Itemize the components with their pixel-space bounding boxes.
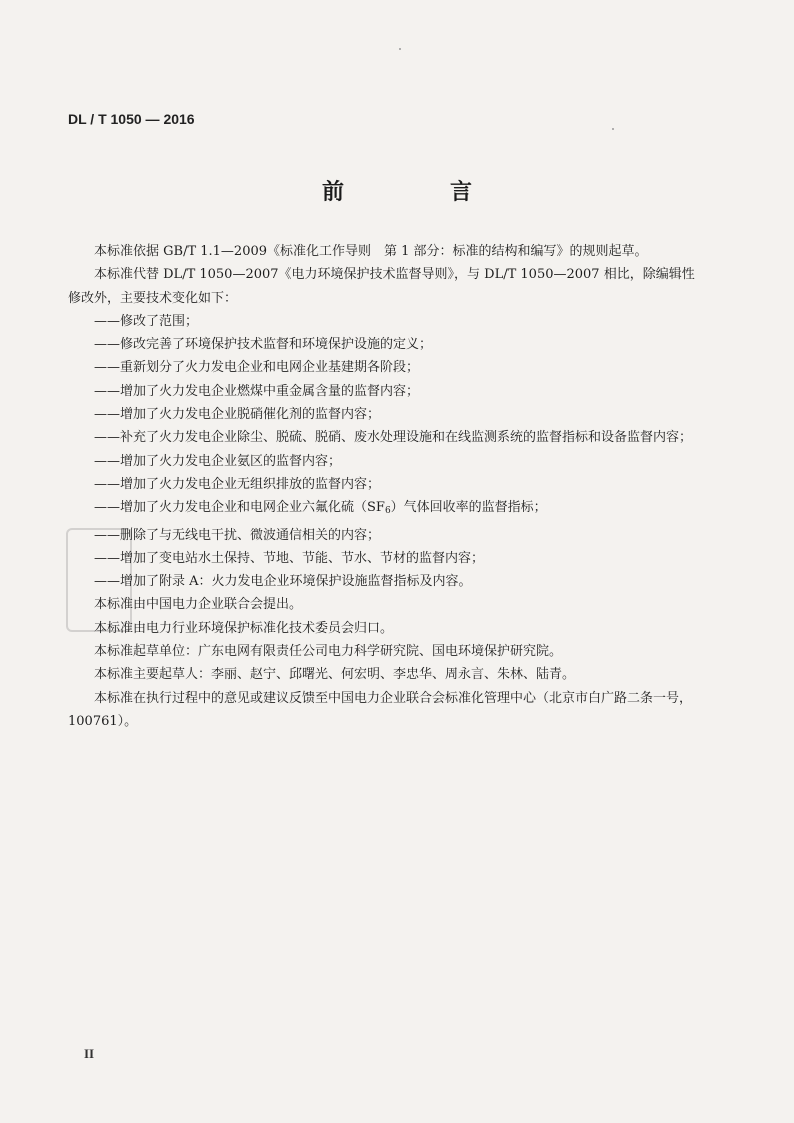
list-item: ——增加了火力发电企业无组织排放的监督内容； (94, 476, 381, 492)
paragraph: 本标准在执行过程中的意见或建议反馈至中国电力企业联合会标准化管理中心（北京市白广路二条一号，100761）。 (68, 690, 693, 729)
paragraph: 本标准由电力行业环境保护标准化技术委员会归口。 (94, 620, 394, 636)
page-title: 前 言 (321, 179, 514, 205)
list-item: ——修改了范围； (94, 313, 199, 329)
paragraph: 本标准主要起草人：李丽、赵宁、邱曙光、何宏明、李忠华、周永言、朱林、陆青。 (94, 667, 576, 683)
list-item: ——增加了火力发电企业脱硝催化剂的监督内容； (94, 407, 381, 423)
list-item: ——增加了火力发电企业氨区的监督内容； (94, 453, 342, 469)
page-number: II (84, 1046, 95, 1061)
standard-number: DL / T 1050 — 2016 (68, 111, 195, 127)
paragraph: 本标准由中国电力企业联合会提出。 (94, 597, 303, 613)
list-item: ——增加了附录 A：火力发电企业环境保护设施监督指标及内容。 (94, 574, 472, 590)
list-item: ——补充了火力发电企业除尘、脱硫、脱硝、废水处理设施和在线监测系统的监督指标和设备监督内容； (94, 430, 693, 446)
list-item: ——删除了与无线电干扰、微波通信相关的内容； (94, 527, 381, 543)
sf6-line-tail: ）气体回收率的监督指标； (390, 500, 547, 516)
paragraph: 本标准依据 GB/T 1.1—2009《标准化工作导则 第 1 部分：标准的结构和编写》的规则起草。 (94, 244, 648, 259)
list-item: ——增加了火力发电企业燃煤中重金属含量的监督内容； (94, 383, 420, 399)
list-item (68, 496, 700, 523)
sf6-subscript: 6 (384, 506, 391, 517)
scan-speck (399, 48, 401, 50)
list-item: ——修改完善了环境保护技术监督和环境保护设施的定义； (94, 337, 433, 353)
list-item: ——增加了变电站水土保持、节地、节能、节水、节材的监督内容； (94, 550, 485, 566)
paragraph: 本标准代替 DL/T 1050—2007《电力环境保护技术监督导则》，与 DL/T 1050—2007 相比，除编辑性修改外，主要技术变化如下： (68, 267, 695, 306)
list-item: ——重新划分了火力发电企业和电网企业基建期各阶段； (94, 360, 420, 376)
scan-speck (612, 128, 614, 130)
paragraph: 本标准起草单位：广东电网有限责任公司电力科学研究院、国电环境保护研究院。 (94, 644, 563, 660)
sf6-line-head: ——增加了火力发电企业和电网企业六氟化硫（SF (94, 500, 385, 516)
foreword-body (68, 240, 700, 733)
